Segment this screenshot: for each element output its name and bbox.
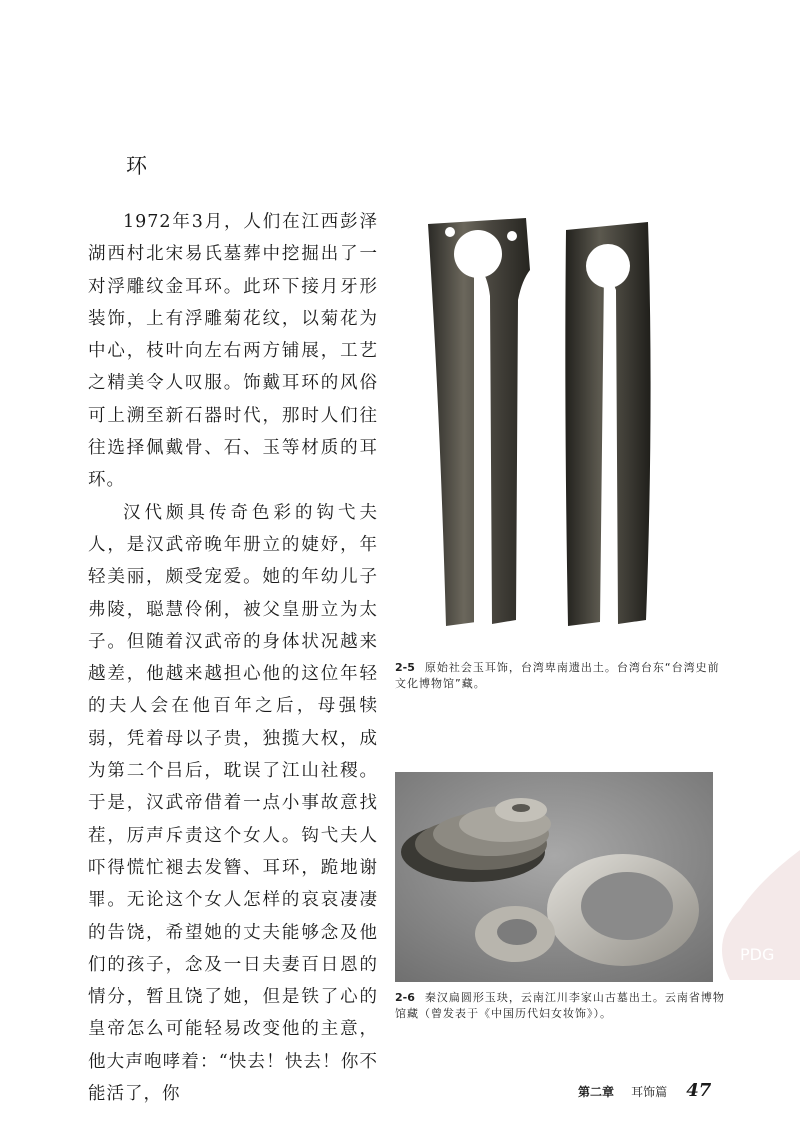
figure-2-6-jade-jue — [395, 772, 713, 982]
paragraph-2: 汉代颇具传奇色彩的钩弋夫人，是汉武帝晚年册立的婕妤，年轻美丽，颇受宠爱。她的年幼儿子弗陵，聪慧伶俐，被父皇册立为太子。但随着汉武帝的身体状况越来越差，他越来越担心他的这位年轻的夫人会在他百年之后，母强犊弱，凭着母以子贵，独揽大权，成为第二个吕后，耽误了江山社稷。于是，汉武帝借着一点小事故意找茬，厉声斥责这个女人。钩弋夫人吓得慌忙褪去发簪、耳环，跪地谢罪。无论这个女人怎样的哀哀凄凄的告饶，希望她的丈夫能够念及他们的孩子，念及一日夫妻百日恩的情分，暂且饶了她，但是铁了心的皇帝怎么可能轻易改变他的主意，他大声咆哮着：“快去！快去！你不能活了，你 — [88, 502, 378, 1105]
body-text — [88, 206, 378, 1110]
figure-2-6-caption — [395, 990, 725, 1022]
figure-number: 2-6 — [395, 991, 415, 1004]
caption-text: 原始社会玉耳饰，台湾卑南遗出土。台湾台东“台湾史前文化博物馆”藏。 — [395, 661, 720, 690]
footer-chapter: 第二章 — [578, 1085, 615, 1099]
pdg-watermark-logo — [700, 850, 800, 980]
caption-text: 秦汉扁圆形玉玦，云南江川李家山古墓出土。云南省博物馆藏（曾发表于《中国历代妇女妆饰》）。 — [395, 991, 725, 1020]
paragraph-1: 1972年3月，人们在江西彭泽湖西村北宋易氏墓葬中挖掘出了一对浮雕纹金耳环。此环下接月牙形装饰，上有浮雕菊花纹，以菊花为中心，枝叶向左右两方铺展，工艺之精美令人叹服。饰戴耳环的风俗可上溯至新石器时代，那时人们往往选择佩戴骨、石、玉等材质的耳环。 — [88, 212, 378, 491]
figure-2-5-jade-ear-ornaments — [418, 210, 668, 630]
figure-number: 2-5 — [395, 661, 415, 674]
watermark-text: PDG — [740, 945, 775, 964]
section-title: 环 — [126, 154, 151, 178]
footer-part: 耳饰篇 — [631, 1085, 668, 1099]
page-footer — [578, 1080, 711, 1101]
page-number: 47 — [686, 1080, 712, 1101]
figure-2-5-caption — [395, 660, 725, 692]
